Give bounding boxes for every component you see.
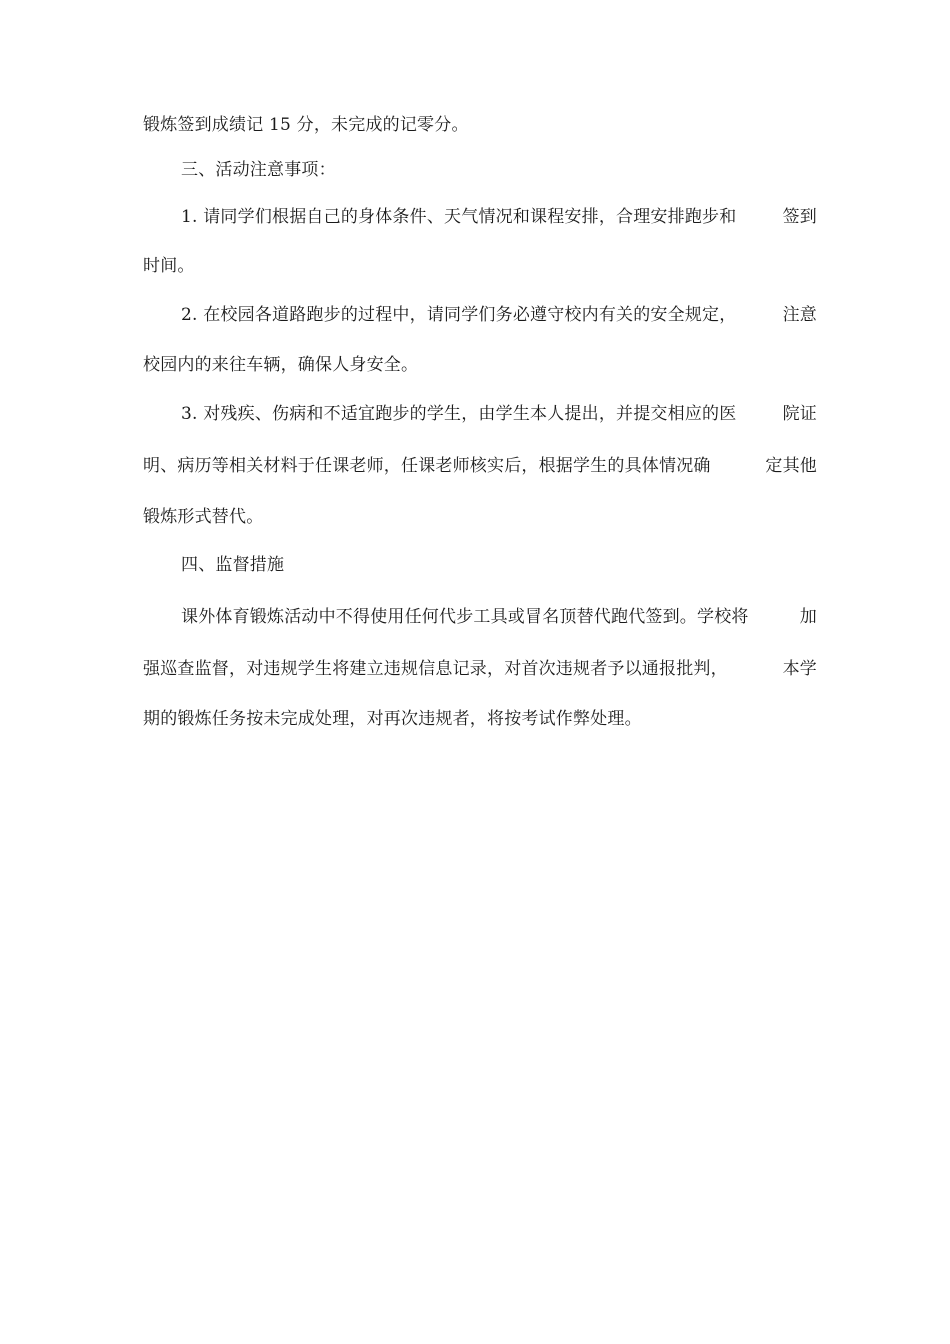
line-text-left: 2. 在校园各道路跑步的过程中，请同学们务必遵守校内有关的安全规定， (181, 305, 737, 325)
item-2-line-2 (143, 353, 817, 377)
item-3-line-2 (143, 454, 817, 478)
line-text: 锻炼签到成绩记 15 分，未完成的记零分。 (143, 115, 469, 135)
line-text: 锻炼形式替代。 (143, 507, 264, 527)
paragraph-4-line-1 (181, 605, 817, 629)
line-text-left: 课外体育锻炼活动中不得使用任何代步工具或冒名顶替代跑代签到。学校将 (181, 607, 749, 627)
paragraph-4-line-3 (143, 707, 817, 731)
line-text-right: 本学 (782, 659, 817, 679)
line-text-right: 院证 (782, 404, 817, 424)
line-text-right: 注意 (782, 305, 817, 325)
line-text-right: 签到 (782, 207, 817, 227)
item-1-line-2 (143, 254, 817, 278)
section-heading-3 (181, 158, 817, 182)
line-text-right: 定其他 (765, 456, 817, 476)
item-2-line-1 (181, 303, 817, 327)
paragraph-4-line-2 (143, 657, 817, 681)
section-heading-4 (181, 553, 817, 577)
line-text-left: 1. 请同学们根据自己的身体条件、天气情况和课程安排，合理安排跑步和 (181, 207, 737, 227)
item-3-line-1 (181, 402, 817, 426)
line-text-left: 明、病历等相关材料于任课老师，任课老师核实后，根据学生的具体情况确 (143, 456, 711, 476)
item-3-line-3 (143, 505, 817, 529)
heading-text: 三、活动注意事项： (181, 160, 336, 180)
item-1-line-1 (181, 205, 817, 229)
line-text: 校园内的来往车辆，确保人身安全。 (143, 355, 419, 375)
line-text-left: 3. 对残疾、伤病和不适宜跑步的学生，由学生本人提出，并提交相应的医 (181, 404, 737, 424)
heading-text: 四、监督措施 (181, 555, 285, 575)
line-text-right: 加 (799, 607, 817, 627)
paragraph-line (143, 113, 817, 137)
line-text: 期的锻炼任务按未完成处理，对再次违规者，将按考试作弊处理。 (143, 709, 642, 729)
line-text-left: 强巡查监督，对违规学生将建立违规信息记录，对首次违规者予以通报批判， (143, 659, 728, 679)
line-text: 时间。 (143, 256, 195, 276)
